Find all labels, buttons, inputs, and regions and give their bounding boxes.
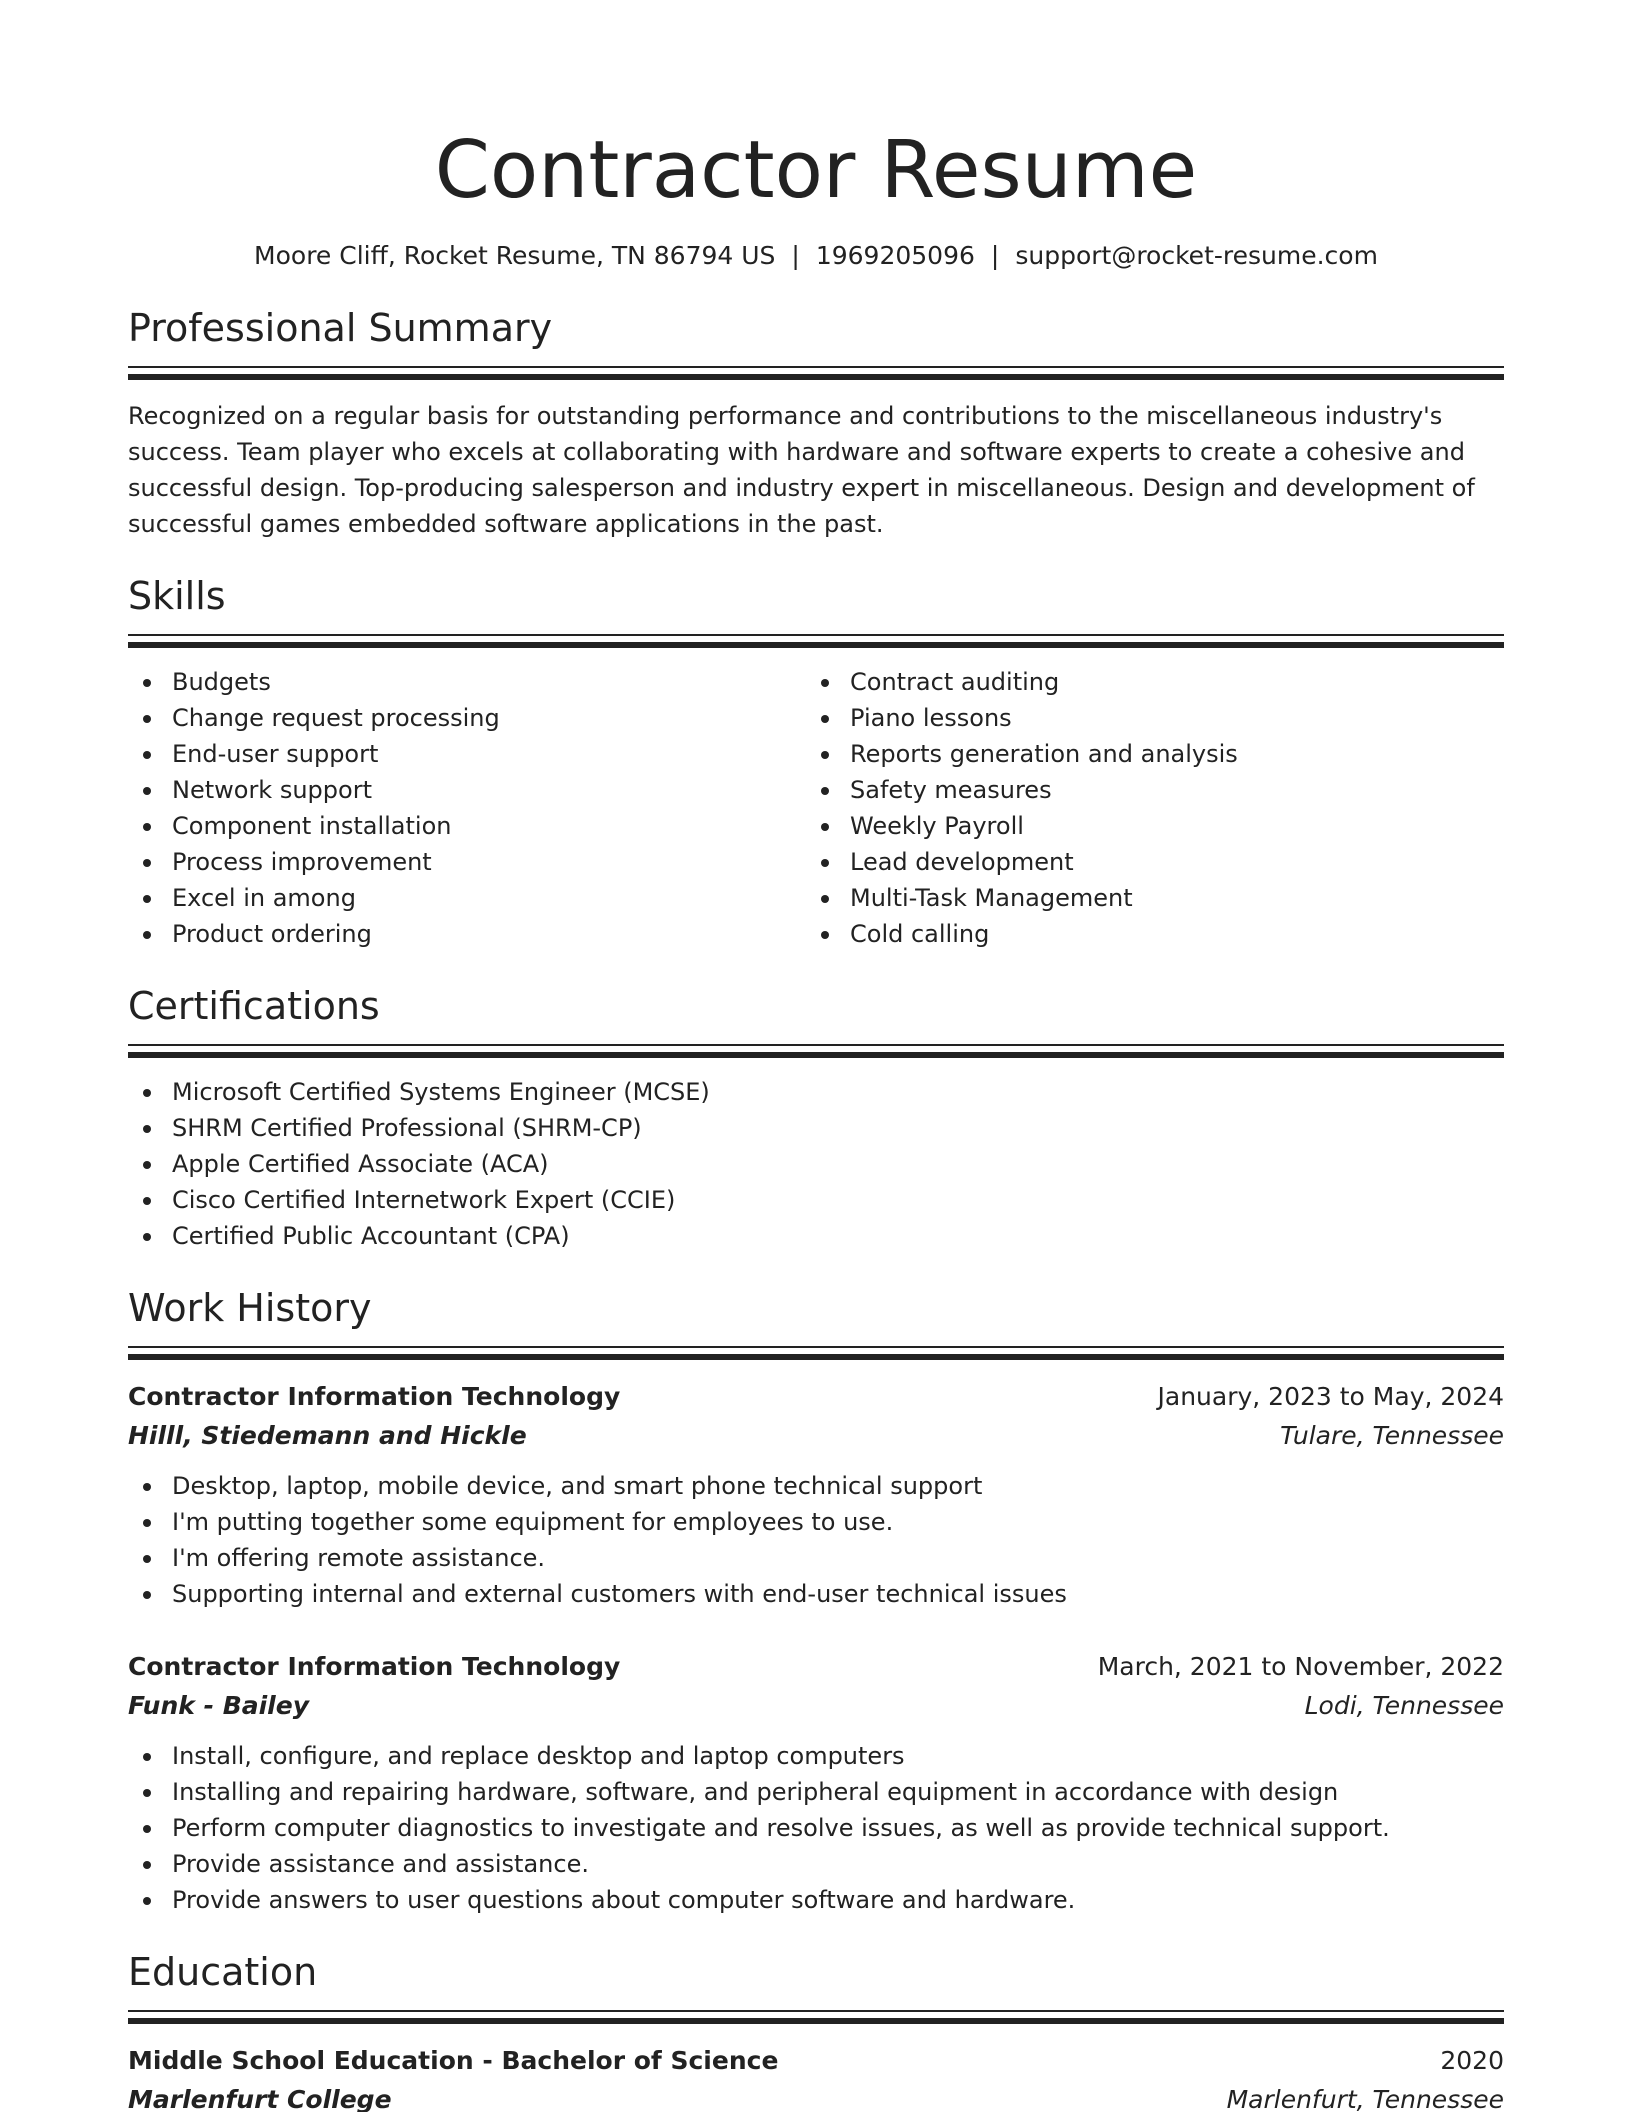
skill-item: Component installation: [128, 808, 806, 844]
job-dates: March, 2021 to November, 2022: [1097, 1652, 1504, 1681]
education-entry: [128, 2042, 1504, 2112]
education-section: [128, 1948, 1504, 2112]
job-duty-item: Install, configure, and replace desktop and laptop computers: [128, 1738, 1504, 1774]
job-company-row: [128, 1686, 1504, 1726]
education-degree-row: [128, 2042, 1504, 2080]
certification-item: Microsoft Certified Systems Engineer (MCSE): [128, 1074, 1504, 1110]
skill-item: Piano lessons: [806, 700, 1504, 736]
section-heading-education: Education: [128, 1950, 318, 1994]
skill-item: Network support: [128, 772, 806, 808]
section-heading-certifications: Certifications: [128, 984, 380, 1028]
section-heading-summary: Professional Summary: [128, 306, 553, 350]
contact-separator: |: [791, 241, 800, 270]
job-duty-item: I'm putting together some equipment for employees to use.: [128, 1504, 1504, 1540]
summary-section: [128, 304, 1504, 542]
skill-item: Change request processing: [128, 700, 806, 736]
skills-list-left: [128, 664, 806, 952]
job-title-row: [128, 1648, 1504, 1686]
job-duty-item: Perform computer diagnostics to investigate and resolve issues, as well as provide technical support.: [128, 1810, 1504, 1846]
contact-address: Moore Cliff, Rocket Resume, TN 86794 US: [254, 241, 776, 270]
job-company: Hilll, Stiedemann and Hickle: [128, 1421, 527, 1450]
section-divider: [128, 1044, 1504, 1058]
job-dates: January, 2023 to May, 2024: [1157, 1382, 1504, 1411]
skill-item: Weekly Payroll: [806, 808, 1504, 844]
education-degree: Middle School Education - Bachelor of Science: [128, 2046, 779, 2075]
job-location: Lodi, Tennessee: [1304, 1691, 1504, 1720]
skills-list-right: [806, 664, 1504, 952]
skills-section: [128, 572, 1504, 952]
skill-item: Safety measures: [806, 772, 1504, 808]
skill-item: Multi-Task Management: [806, 880, 1504, 916]
job-company: Funk - Bailey: [128, 1691, 310, 1720]
skill-item: Lead development: [806, 844, 1504, 880]
job-duty-item: I'm offering remote assistance.: [128, 1540, 1504, 1576]
skill-item: End-user support: [128, 736, 806, 772]
job-duties-list: [128, 1738, 1504, 1918]
contact-email: support@rocket-resume.com: [1015, 241, 1378, 270]
job-title: Contractor Information Technology: [128, 1382, 621, 1411]
job-entry: [128, 1378, 1504, 1612]
skill-item: Budgets: [128, 664, 806, 700]
job-duty-item: Desktop, laptop, mobile device, and smart phone technical support: [128, 1468, 1504, 1504]
job-entry: [128, 1648, 1504, 1918]
skills-column-left: [128, 664, 806, 952]
contact-line: [128, 238, 1504, 274]
job-duties-list: [128, 1468, 1504, 1612]
contact-phone: 1969205096: [815, 241, 975, 270]
skill-item: Product ordering: [128, 916, 806, 952]
section-divider: [128, 1346, 1504, 1360]
education-location: Marlenfurt, Tennessee: [1226, 2085, 1504, 2112]
job-duty-item: Provide assistance and assistance.: [128, 1846, 1504, 1882]
resume-title: Contractor Resume: [434, 124, 1198, 216]
skill-item: Reports generation and analysis: [806, 736, 1504, 772]
job-duty-item: Provide answers to user questions about computer software and hardware.: [128, 1882, 1504, 1918]
job-title-row: [128, 1378, 1504, 1416]
skill-item: Excel in among: [128, 880, 806, 916]
job-company-row: [128, 1416, 1504, 1456]
job-duty-item: Installing and repairing hardware, software, and peripheral equipment in accordance with design: [128, 1774, 1504, 1810]
section-heading-skills: Skills: [128, 574, 226, 618]
job-duty-item: Supporting internal and external customers with end-user technical issues: [128, 1576, 1504, 1612]
work-history-section: [128, 1284, 1504, 1918]
certification-item: SHRM Certified Professional (SHRM-CP): [128, 1110, 1504, 1146]
job-title: Contractor Information Technology: [128, 1652, 621, 1681]
skills-column-right: [806, 664, 1504, 952]
certification-item: Apple Certified Associate (ACA): [128, 1146, 1504, 1182]
section-divider: [128, 2010, 1504, 2024]
education-school: Marlenfurt College: [128, 2085, 392, 2112]
section-heading-work-history: Work History: [128, 1286, 372, 1330]
certification-item: Certified Public Accountant (CPA): [128, 1218, 1504, 1254]
education-year: 2020: [1440, 2046, 1504, 2075]
job-location: Tulare, Tennessee: [1280, 1421, 1504, 1450]
skill-item: Contract auditing: [806, 664, 1504, 700]
certification-item: Cisco Certified Internetwork Expert (CCIE): [128, 1182, 1504, 1218]
section-divider: [128, 634, 1504, 648]
education-school-row: [128, 2080, 1504, 2112]
skills-columns: [128, 664, 1504, 952]
certifications-section: [128, 982, 1504, 1254]
contact-separator: |: [990, 241, 1000, 270]
certifications-list: [128, 1074, 1504, 1254]
skill-item: Process improvement: [128, 844, 806, 880]
section-divider: [128, 366, 1504, 380]
summary-text: Recognized on a regular basis for outstanding performance and contributions to the miscellaneous industry's success. Team player who excels at collaborating with hardware and software experts to create a cohesive and successful design. Top-producing salesperson and industry expert in miscellaneous. Design and development of successful games embedded software applications in the past.: [128, 402, 1475, 538]
skill-item: Cold calling: [806, 916, 1504, 952]
